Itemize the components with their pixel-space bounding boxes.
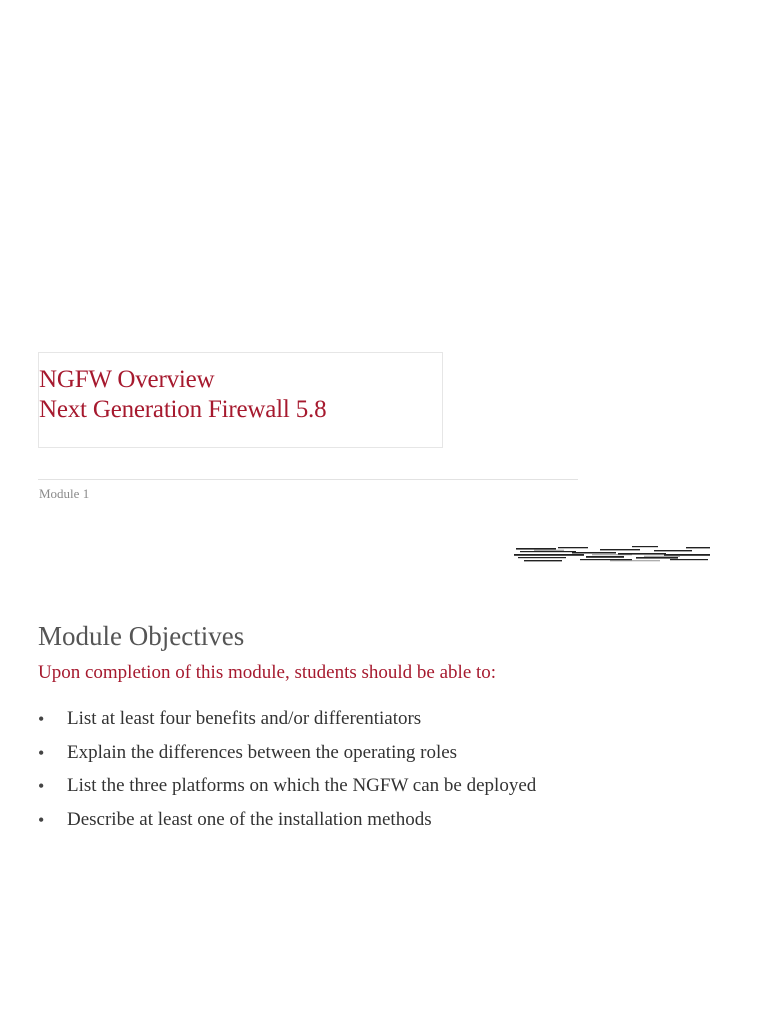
objective-text: Explain the differences between the operating roles [67,741,458,763]
title-box [38,352,443,448]
title-line-2: Next Generation Firewall 5.8 [39,396,327,423]
bullet-icon: • [38,709,45,729]
bullet-icon: • [38,810,45,831]
objective-text: List the three platforms on which the NGFW can be deployed [67,775,537,797]
divider-rule [38,479,578,480]
title-line-1: NGFW Overview [39,366,215,393]
bullet-icon: • [38,742,45,763]
distorted-logo-image [514,544,712,564]
objective-text: List at least four benefits and/or differentiators [67,708,422,729]
objective-text: Describe at least one of the installation methods [67,809,432,831]
objectives-heading: Module Objectives [38,621,245,651]
module-label: Module 1 [39,486,90,501]
objectives-intro: Upon completion of this module, students should be able to: [38,662,497,683]
bullet-icon: • [38,776,45,797]
